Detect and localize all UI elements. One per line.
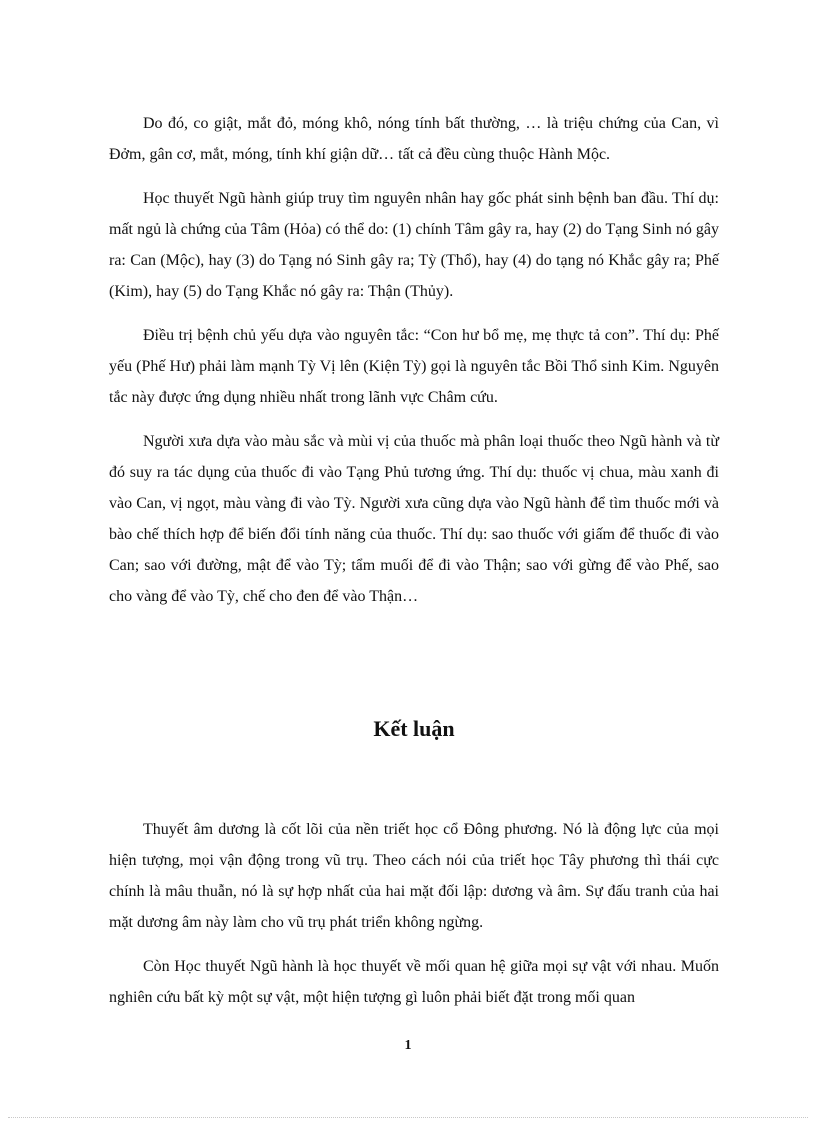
body-text-top [109,108,719,625]
body-text-bottom [109,814,719,1026]
page-number: 1 [404,1038,412,1053]
paragraph: Học thuyết Ngũ hành giúp truy tìm nguyên nhân hay gốc phát sinh bệnh ban đầu. Thí dụ: mất ngủ là chứng của Tâm (Hỏa) có thể do: (1) chính Tâm gây ra, hay (2) do Tạng Sinh nó gây ra: Can (Mộc), hay (3) do Tạng nó Sinh gây ra; Tỳ (Thổ), hay (4) do tạng nó Khắc gây ra; Phế (Kim), hay (5) do Tạng Khắc nó gây ra: Thận (Thủy). [109,190,719,300]
page-bottom-divider [8,1117,808,1118]
paragraph: Điều trị bệnh chủ yếu dựa vào nguyên tắc: “Con hư bổ mẹ, mẹ thực tả con”. Thí dụ: Phế yếu (Phế Hư) phải làm mạnh Tỳ Vị lên (Kiện Tỳ) gọi là nguyên tắc Bồi Thổ sinh Kim. Nguyên tắc này được ứng dụng nhiều nhất trong lãnh vực Châm cứu. [109,327,719,406]
paragraph: Do đó, co giật, mắt đỏ, móng khô, nóng tính bất thường, … là triệu chứng của Can, vì Đởm, gân cơ, mắt, móng, tính khí giận dữ… tất cả đều cùng thuộc Hành Mộc. [109,115,719,163]
paragraph: Thuyết âm dương là cốt lõi của nền triết học cổ Đông phương. Nó là động lực của mọi hiện tượng, mọi vận động trong vũ trụ. Theo cách nói của triết học Tây phương thì thái cực chính là mâu thuẫn, nó là sự hợp nhất của hai mặt đối lập: dương và âm. Sự đấu tranh của hai mặt dương âm này làm cho vũ trụ phát triển không ngừng. [109,821,719,931]
paragraph: Còn Học thuyết Ngũ hành là học thuyết về mối quan hệ giữa mọi sự vật với nhau. Muốn nghiên cứu bất kỳ một sự vật, một hiện tượng gì luôn phải biết đặt trong mối quan [109,958,719,1006]
paragraph: Người xưa dựa vào màu sắc và mùi vị của thuốc mà phân loại thuốc theo Ngũ hành và từ đó suy ra tác dụng của thuốc đi vào Tạng Phủ tương ứng. Thí dụ: thuốc vị chua, màu xanh đi vào Can, vị ngọt, màu vàng đi vào Tỳ. Người xưa cũng dựa vào Ngũ hành để tìm thuốc mới và bào chế thích hợp để biến đổi tính năng của thuốc. Thí dụ: sao thuốc với giấm để thuốc đi vào Can; sao với đường, mật để vào Tỳ; tẩm muối để đi vào Thận; sao với gừng để vào Phế, sao cho vàng để vào Tỳ, chế cho đen để vào Thận… [109,433,719,605]
section-heading: Kết luận [373,716,455,741]
